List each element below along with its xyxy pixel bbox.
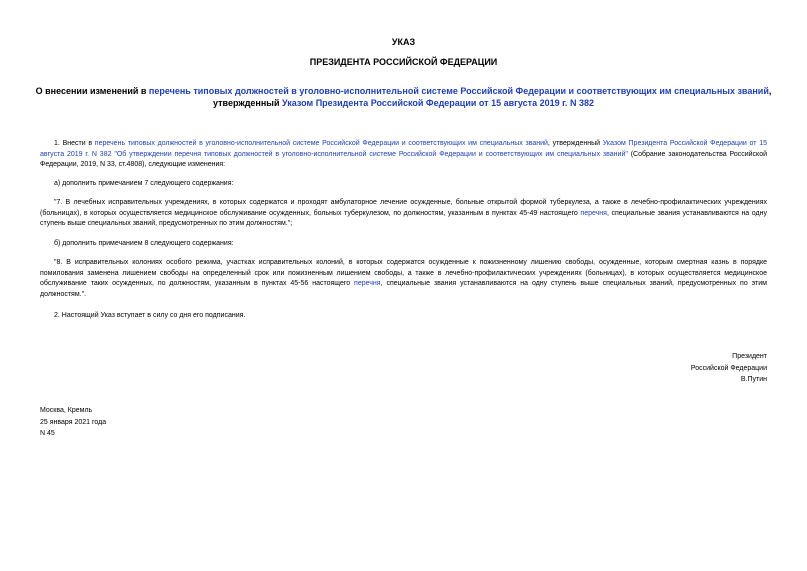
signature-name: В.Путин xyxy=(740,376,767,383)
decree-heading: УКАЗ xyxy=(391,37,416,47)
paragraph-3 xyxy=(40,198,767,230)
paragraph-6: 2. Настоящий Указ вступает в силу со дня его подписания. xyxy=(54,312,246,319)
decree-title xyxy=(30,86,777,109)
p1-text-2: , утвержденный xyxy=(547,140,603,147)
p1-text-3: (Собрание законодательства Российской Федерации, 2019, N 33, ст.4808), следующие изменения: xyxy=(40,150,767,168)
p1-link-decree[interactable]: Указом Президента Российской Федерации от 15 августа 2019 г. N 382 "Об утверждении перечня типовых должностей в уголовно-исполнительной системе Российской Федерации и соответствующих им специальных званий" xyxy=(40,140,767,158)
p3-link-list[interactable]: перечня xyxy=(580,209,607,217)
place-date: 25 января 2021 года xyxy=(40,418,107,426)
p5-text-2: , специальные звания устанавливаются на одну ступень выше специальных званий, предусмотренных по этим должностям.". xyxy=(40,280,767,298)
signature-block xyxy=(691,351,767,386)
p1-text-1: 1. Внести в xyxy=(54,140,95,147)
p5-text-1: "8. В исправительных колониях особого режима, участках исправительных колоний, в которых содержатся осужденные к пожизненному лишению свободы, осужденные, которым смертная казнь в порядке помилования заменена лишением свободы на определенный срок или пожизненным лишением свободы, а также в лечебно-профилактических учреждениях (больницах), в которых осуществляется медицинское обслуживание таких осужденных, по должностям, указанным в пунктах 45-56 настоящего xyxy=(40,259,767,287)
signature-org: Российской Федерации xyxy=(690,364,767,372)
p5-link-list[interactable]: перечня xyxy=(354,280,381,287)
p3-text-2: , специальные звания устанавливаются на одну ступень выше специальных званий, предусмотренных по этим должностям."; xyxy=(40,209,767,227)
p3-text-1: "7. В лечебных исправительных учреждениях, в которых содержатся и проходят амбулаторное лечение осужденные, больные открытой формой туберкулеза, а также в лечебно-профилактических учреждениях (больницах), в которых осуществляется медицинское обслуживание осужденных, больных туберкулезом, по должностям, указанным в пунктах 45-49 настоящего xyxy=(40,199,767,217)
paragraph-5 xyxy=(40,258,767,300)
title-text-1: О внесении изменений в xyxy=(35,86,149,96)
president-heading: ПРЕЗИДЕНТА РОССИЙСКОЙ ФЕДЕРАЦИИ xyxy=(309,57,498,67)
title-text-2: , утвержденный xyxy=(213,86,772,108)
title-link-list[interactable]: перечень типовых должностей в уголовно-исполнительной системе Российской Федерации и соответствующих им специальных званий xyxy=(148,86,769,96)
paragraph-4: б) дополнить примечанием 8 следующего содержания: xyxy=(54,240,234,247)
title-link-decree[interactable]: Указом Президента Российской Федерации от 15 августа 2019 г. N 382 xyxy=(282,97,594,108)
paragraph-1 xyxy=(40,139,767,171)
decree-number: N 45 xyxy=(40,430,55,437)
p1-link-list[interactable]: перечень типовых должностей в уголовно-исполнительной системе Российской Федерации и соответствующих им специальных званий xyxy=(94,140,548,147)
place-date-block xyxy=(40,405,106,440)
signature-title: Президент xyxy=(732,353,767,360)
place-location: Москва, Кремль xyxy=(40,407,93,414)
paragraph-2: а) дополнить примечанием 7 следующего содержания: xyxy=(54,180,234,187)
